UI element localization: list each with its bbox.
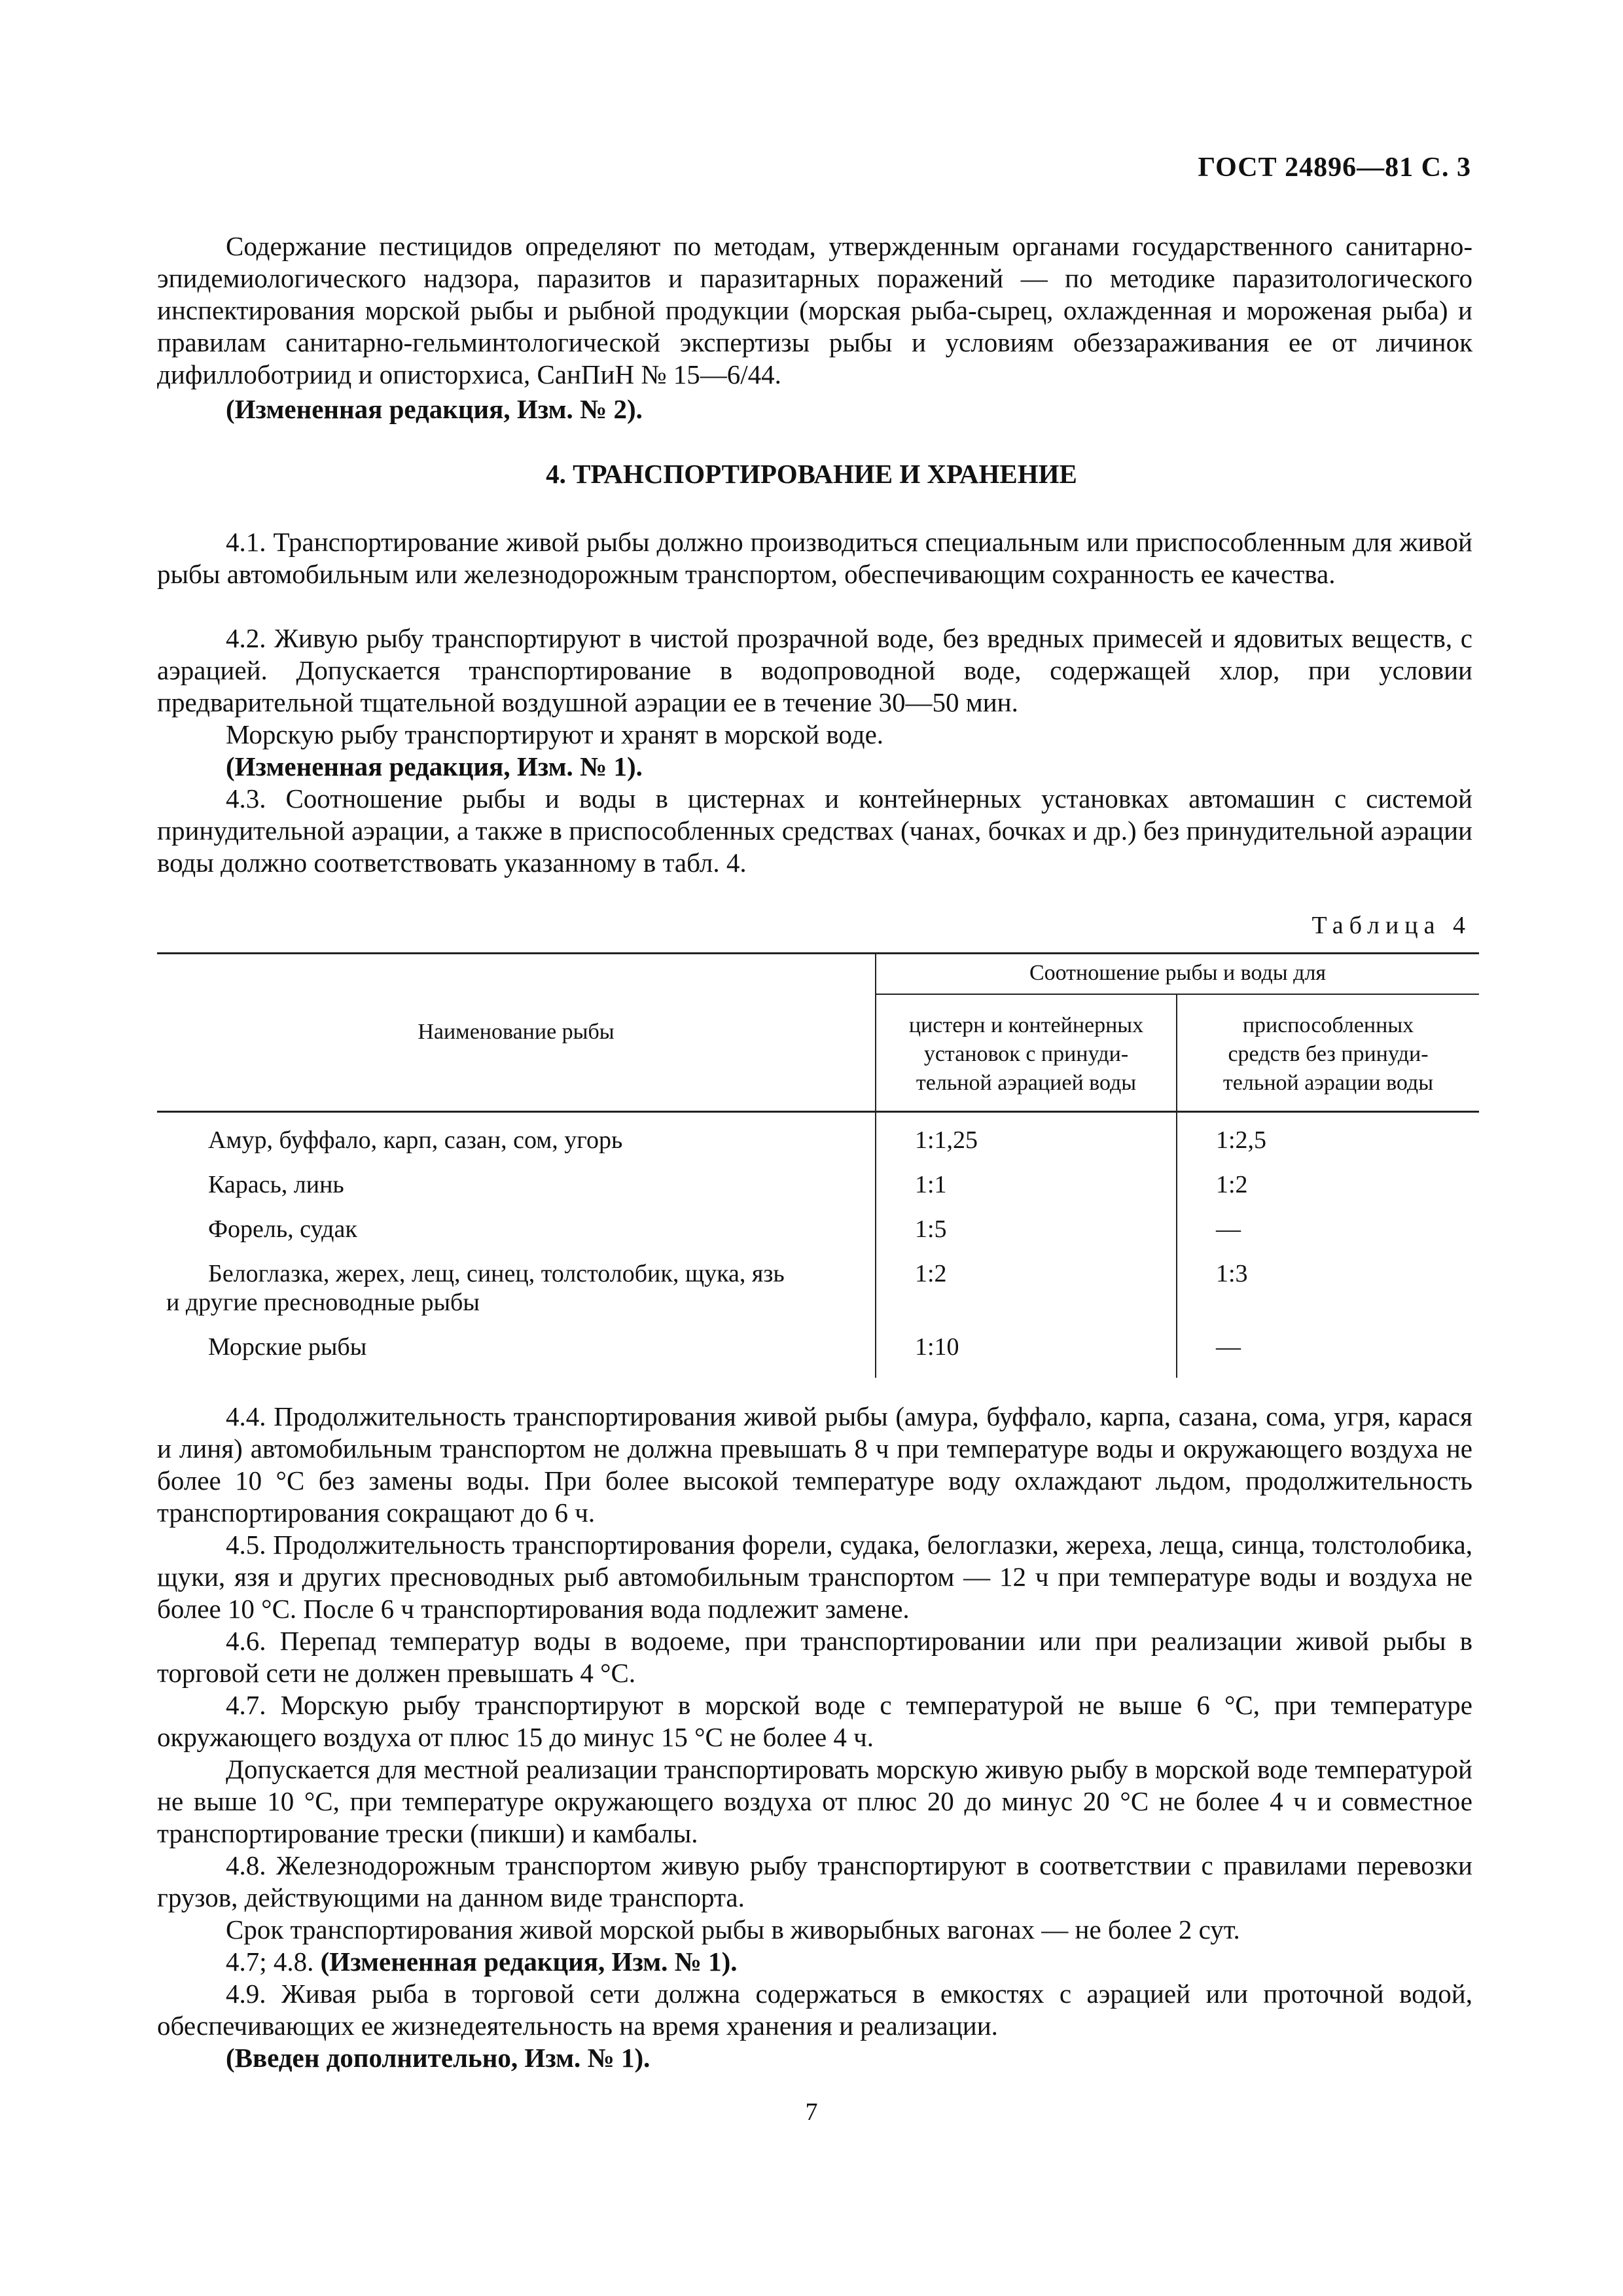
header-line: средств без принуди-: [1228, 1042, 1429, 1066]
table-caption: Таблица 4: [1311, 912, 1471, 939]
paragraph-4-2-sea-text: Морскую рыбу транспортируют и хранят в морской воде.: [226, 719, 884, 749]
paragraph-4-7-local-text: Допускается для местной реализации транспортировать морскую живую рыбу в морской воде температурой не выше 10 °С, при температуре окружающего воздуха от плюс 20 до минус 20 °С не более 4 ч и совместное транспортирование трески (пикши) и камбалы.: [157, 1754, 1472, 1848]
amendment-note-4-7-4-8: [157, 1946, 1472, 1978]
page-number: 7: [805, 2098, 818, 2126]
table-cell-ratio-b: 1:2: [1216, 1171, 1248, 1198]
section-title: 4. ТРАНСПОРТИРОВАНИЕ И ХРАНЕНИЕ: [546, 459, 1077, 489]
paragraph-4-8-text: 4.8. Железнодорожным транспортом живую рыбу транспортируют в соответствии с правилами перевозки грузов, действующими на данном виде транспорта.: [157, 1850, 1472, 1912]
table-cell-fish: Морские рыбы: [208, 1333, 367, 1361]
table-cell-ratio-a: 1:5: [915, 1215, 947, 1243]
table-header-forced-aeration: [876, 1011, 1176, 1098]
table-cell-ratio-b: —: [1216, 1333, 1241, 1361]
table-header-rule: [157, 1111, 1479, 1113]
paragraph-4-3: [157, 783, 1472, 879]
table-cell-fish: Карась, линь: [208, 1171, 344, 1198]
table-cell-ratio-b: 1:2,5: [1216, 1126, 1267, 1154]
paragraph-4-6-text: 4.6. Перепад температур воды в водоеме, при транспортировании или при реализации живой рыбы в торговой сети не должен превышать 4 °С.: [157, 1626, 1472, 1688]
paragraph-4-2-sea: [157, 719, 1472, 751]
paragraph-4-1: [157, 526, 1472, 590]
table-header-no-forced-aeration: [1177, 1011, 1479, 1098]
table-top-rule: [157, 952, 1479, 954]
table-cell-ratio-a: 1:1: [915, 1171, 947, 1198]
table-cell-ratio-b: —: [1216, 1215, 1241, 1243]
header-line: цистерн и контейнерных: [908, 1013, 1144, 1037]
table-cell-ratio-a: 1:1,25: [915, 1126, 978, 1154]
amendment-note-4-9: (Введен дополнительно, Изм. № 1).: [226, 2043, 651, 2073]
paragraph-4-7-text: 4.7. Морскую рыбу транспортируют в морской воде с температурой не выше 6 °С, при температуре окружающего воздуха от плюс 15 до минус 15 °С не более 4 ч.: [157, 1690, 1472, 1752]
paragraph-4-8: [157, 1850, 1472, 1914]
paragraph-4-9: [157, 1978, 1472, 2042]
paragraph-4-5-text: 4.5. Продолжительность транспортирования форели, судака, белоглазки, жереха, леща, синца, толстолобика, щуки, язя и других пресноводных рыб автомобильным транспортом — 12 ч при температуре воды и воздуха не более 10 °С. После 6 ч транспортирования вода подлежит замене.: [157, 1530, 1472, 1624]
paragraph-4-4: [157, 1401, 1472, 1529]
paragraph-4-3-text: 4.3. Соотношение рыбы и воды в цистернах и контейнерных установках автомашин с системой принудительной аэрации, а также в приспособленных средствах (чанах, бочках и др.) без принудительной аэрации воды должно соответствовать указанному в табл. 4.: [157, 783, 1472, 878]
document-code: ГОСТ 24896—81 С. 3: [1198, 152, 1471, 183]
intro-amendment-note: (Измененная редакция, Изм. № 2).: [226, 394, 643, 424]
intro-paragraph: [157, 230, 1472, 391]
table-cell-fish-continuation: и другие пресноводные рыбы: [166, 1289, 480, 1316]
paragraph-4-4-text: 4.4. Продолжительность транспортирования живой рыбы (амура, буффало, карпа, сазана, сома, угря, карася и линя) автомобильным транспортом не должна превышать 8 ч при температуре воды и окружающего воздуха не более 10 °С без замены воды. При более высокой температуре воду охлаждают льдом, продолжительность транспортирования сокращают до 6 ч.: [157, 1401, 1472, 1528]
paragraph-4-1-text: 4.1. Транспортирование живой рыбы должно производиться специальным или приспособленным для живой рыбы автомобильным или железнодорожным транспортом, обеспечивающим сохранность ее качества.: [157, 527, 1472, 589]
paragraph-4-9-text: 4.9. Живая рыба в торговой сети должна содержаться в емкостях с аэрацией или проточной водой, обеспечивающих ее жизнедеятельность на время хранения и реализации.: [157, 1979, 1472, 2041]
note-prefix: 4.7; 4.8.: [226, 1946, 321, 1977]
paragraph-4-2: [157, 622, 1472, 719]
note-bold: (Измененная редакция, Изм. № 1).: [320, 1946, 738, 1977]
table-header-ratio-group: Соотношение рыбы и воды для: [1029, 961, 1327, 985]
header-line: приспособленных: [1242, 1013, 1414, 1037]
table-header-fish-name: Наименование рыбы: [418, 1020, 615, 1044]
paragraph-4-2-text: 4.2. Живую рыбу транспортируют в чистой прозрачной воде, без вредных примесей и ядовитых веществ, с аэрацией. Допускается транспортирование в водопроводной воде, содержащей хлор, при условии предварительной тщательной воздушной аэрации ее в течение 30—50 мин.: [157, 623, 1472, 717]
amendment-note-1: (Измененная редакция, Изм. № 1).: [226, 751, 643, 781]
paragraph-4-6: [157, 1625, 1472, 1689]
table-cell-ratio-b: 1:3: [1216, 1260, 1248, 1287]
table-cell-fish: Белоглазка, жерех, лещ, синец, толстолобик, щука, язь: [208, 1260, 785, 1287]
table-cell-ratio-a: 1:10: [915, 1333, 959, 1361]
table-cell-fish: Форель, судак: [208, 1215, 357, 1243]
paragraph-4-8-term: [157, 1914, 1472, 1946]
paragraph-4-7: [157, 1689, 1472, 1753]
paragraph-4-8-term-text: Срок транспортирования живой морской рыбы в живорыбных вагонах — не более 2 сут.: [226, 1914, 1240, 1945]
table-cell-ratio-a: 1:2: [915, 1260, 947, 1287]
intro-paragraph-text: Содержание пестицидов определяют по методам, утвержденным органами государственного санитарно-эпидемиологического надзора, паразитов и паразитарных поражений — по методике паразитологического инспектирования морской рыбы и рыбной продукции (морская рыба-сырец, охлажденная и мороженая рыба) и правилам санитарно-гельминтологической экспертизы рыбы и условиям обеззараживания ее от личинок дифиллоботриид и описторхиса, СанПиН № 15—6/44.: [157, 231, 1472, 389]
paragraph-4-7-local: [157, 1753, 1472, 1850]
table-cell-fish: Амур, буффало, карп, сазан, сом, угорь: [208, 1126, 623, 1154]
paragraph-4-5: [157, 1529, 1472, 1625]
header-line: установок с принуди-: [923, 1042, 1129, 1066]
header-line: тельной аэрацией воды: [916, 1071, 1137, 1095]
header-line: тельной аэрации воды: [1222, 1071, 1434, 1095]
